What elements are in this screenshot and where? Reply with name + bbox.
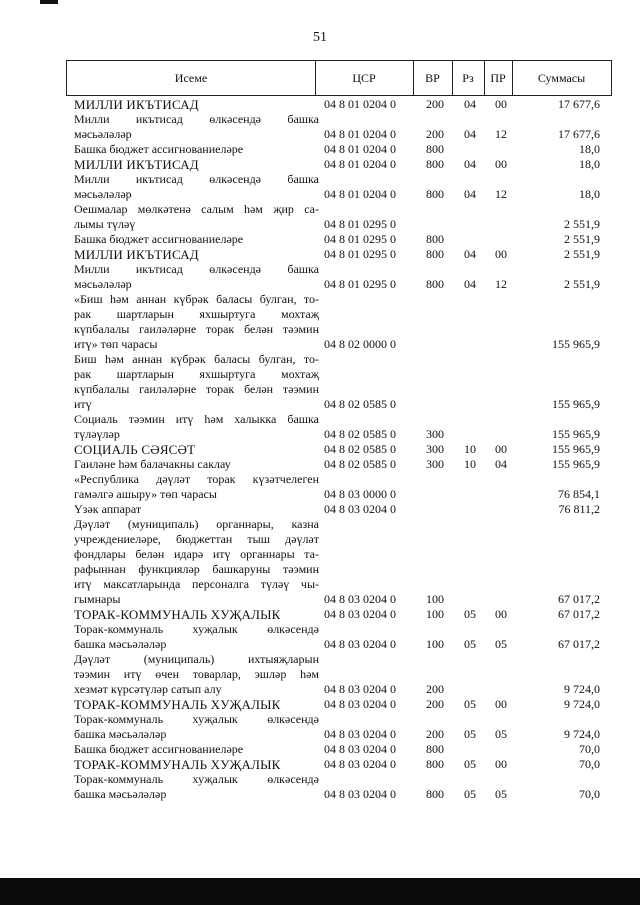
row-rz [457,742,483,757]
row-csr: 04 8 03 0000 0 [324,487,396,501]
row-name-line: рак шартларын яхшыртуга мохтаҗ [74,367,319,381]
row-vr: 300 [426,427,444,441]
row-rz [457,232,483,247]
row-name-line: Дәүләт (муниципаль) ихтыяҗларын [74,652,319,666]
table-row [0,697,640,712]
row-name [74,772,319,802]
row-rz [457,142,483,157]
row-rz: 10 [464,457,476,471]
row-name [74,697,319,712]
row-vr: 800 [426,742,444,756]
row-vr [420,502,450,517]
table-body [0,97,640,802]
row-pr [488,682,514,697]
row-vr: 800 [426,142,444,156]
row-csr: 04 8 03 0204 0 [324,787,396,801]
table-row [0,472,640,502]
row-name [74,292,319,352]
table-row [0,172,640,202]
row-vr [420,337,450,352]
row-name-line: СОЦИАЛЬ СӘЯСӘТ [74,442,196,457]
row-name-line: итү [74,397,92,411]
row-name-line: ТОРАК-КОММУНАЛЬ ХУҖАЛЫК [74,697,281,712]
row-vr: 100 [426,637,444,651]
row-name-line: гымнары [74,592,121,606]
row-rz [457,427,483,442]
row-vr: 200 [426,682,444,696]
row-pr: 00 [495,607,507,621]
row-name [74,262,319,292]
row-pr [488,232,514,247]
row-name-line: Биш һәм аннан күбрәк баласы булган, то- [74,352,319,366]
row-name-line: итү» төп чарасы [74,337,158,351]
row-name [74,172,319,202]
row-name-line: күпбалалы гаиләләрне торак белән тәэмин [74,382,319,396]
row-name [74,607,319,622]
row-pr: 00 [495,97,507,111]
row-name-line: МИЛЛИ ИКЪТИСАД [74,97,199,112]
table-row [0,157,640,172]
row-csr: 04 8 02 0585 0 [324,442,396,456]
row-sum: 70,0 [579,742,600,756]
row-rz: 05 [464,787,476,801]
row-pr [488,487,514,502]
row-csr: 04 8 02 0585 0 [324,457,396,471]
row-name-line: МИЛЛИ ИКЪТИСАД [74,247,199,262]
row-sum: 17 677,6 [558,127,600,141]
row-csr: 04 8 02 0585 0 [324,427,396,441]
row-rz: 04 [464,277,476,291]
row-name-line: күпбалалы гаиләләрне торак белән тәэмин [74,322,319,336]
row-name-line: хезмәт күрсәтүләр сатып алу [74,682,222,696]
row-rz: 05 [464,607,476,621]
table-row [0,202,640,232]
row-sum: 67 017,2 [558,637,600,651]
table-row [0,412,640,442]
row-vr: 800 [426,757,444,771]
row-csr: 04 8 01 0204 0 [324,142,396,156]
row-sum: 76 854,1 [558,487,600,501]
row-sum: 67 017,2 [558,592,600,606]
row-rz [457,397,483,412]
table-row [0,502,640,517]
table-row [0,457,640,472]
row-name-line: учреждениеләре, бюджеттан тыш дәүләт [74,532,319,546]
row-name-line: мәсьәләләр [74,127,132,141]
table-row [0,247,640,262]
row-name-line: башка мәсьәләләр [74,727,167,741]
row-sum: 2 551,9 [564,232,600,246]
row-rz: 04 [464,127,476,141]
row-pr: 12 [495,277,507,291]
row-rz: 04 [464,157,476,171]
table-row [0,232,640,247]
table-row [0,97,640,112]
header-pr: ПР [490,71,506,85]
row-name-line: Оешмалар мөлкәтенә салым һәм җир са- [74,202,319,216]
row-name-line: Милли икътисад өлкәсендә башка [74,172,319,186]
row-sum: 2 551,9 [564,217,600,231]
row-name-line: Милли икътисад өлкәсендә башка [74,112,319,126]
row-sum: 155 965,9 [552,397,600,411]
row-sum: 2 551,9 [564,277,600,291]
row-name [74,97,319,112]
row-name [74,472,319,502]
header-name: Исеме [174,71,208,85]
table-row [0,442,640,457]
row-vr: 200 [426,727,444,741]
row-rz [457,337,483,352]
row-name [74,412,319,442]
row-pr: 12 [495,187,507,201]
row-rz: 05 [464,697,476,711]
row-csr: 04 8 03 0204 0 [324,757,396,771]
row-csr: 04 8 01 0295 0 [324,277,396,291]
row-name-line: фондлары белән идарә итү органнары та- [74,547,319,561]
row-rz: 10 [464,442,476,456]
table-row [0,622,640,652]
row-pr: 12 [495,127,507,141]
row-csr: 04 8 01 0295 0 [324,232,396,246]
row-rz: 04 [464,247,476,261]
row-pr [488,742,514,757]
row-name-line: Башка бюджет ассигнованиеләре [74,742,244,756]
row-sum: 9 724,0 [564,697,600,711]
row-rz [457,592,483,607]
row-csr: 04 8 01 0204 0 [324,157,396,171]
table-row [0,757,640,772]
row-name-line: Торак-коммуналь хуҗалык өлкәсендә [74,772,319,786]
row-vr [420,487,450,502]
row-name-line: Башка бюджет ассигнованиеләре [74,232,244,246]
row-name [74,352,319,412]
table-header [66,60,612,96]
row-vr: 200 [426,127,444,141]
row-name [74,247,319,262]
row-sum: 9 724,0 [564,727,600,741]
table-row [0,292,640,352]
row-rz: 05 [464,757,476,771]
table-row [0,142,640,157]
row-csr: 04 8 03 0204 0 [324,502,396,516]
row-rz [457,502,483,517]
row-name-line: гамәлгә ашыру» төп чарасы [74,487,217,501]
row-name-line: «Биш һәм аннан күбрәк баласы булган, то- [74,292,319,306]
table-row [0,262,640,292]
row-rz [457,217,483,232]
table-row [0,652,640,697]
header-vr: ВР [425,71,440,85]
table-row [0,352,640,412]
row-rz [457,682,483,697]
row-vr: 800 [426,787,444,801]
row-pr: 00 [495,247,507,261]
row-pr: 05 [495,637,507,651]
row-sum: 18,0 [579,187,600,201]
row-name [74,232,319,247]
table-row [0,112,640,142]
row-name [74,622,319,652]
row-name [74,757,319,772]
row-name-line: Дәүләт (муниципаль) органнары, казна [74,517,319,531]
row-name-line: тәэмин итү өчен товарлар, эшләр һәм [74,667,319,681]
row-csr: 04 8 03 0204 0 [324,727,396,741]
row-csr: 04 8 01 0204 0 [324,187,396,201]
row-name-line: ТОРАК-КОММУНАЛЬ ХУҖАЛЫК [74,607,281,622]
row-sum: 17 677,6 [558,97,600,111]
row-csr: 04 8 02 0000 0 [324,337,396,351]
row-sum: 70,0 [579,757,600,771]
row-name-line: Социаль тәэмин итү һәм халыкка башка [74,412,319,426]
row-name [74,142,319,157]
row-csr: 04 8 03 0204 0 [324,592,396,606]
row-name [74,202,319,232]
table-row [0,742,640,757]
row-csr: 04 8 03 0204 0 [324,697,396,711]
row-name [74,442,319,457]
row-csr: 04 8 01 0204 0 [324,127,396,141]
row-rz: 04 [464,97,476,111]
row-pr [488,397,514,412]
row-name-line: Башка бюджет ассигнованиеләре [74,142,244,156]
row-pr: 05 [495,727,507,741]
row-vr: 800 [426,232,444,246]
header-rz: Рз [462,71,474,85]
row-pr [488,592,514,607]
row-name-line: ТОРАК-КОММУНАЛЬ ХУҖАЛЫК [74,757,281,772]
row-pr: 00 [495,697,507,711]
row-name-line: Торак-коммуналь хуҗалык өлкәсендә [74,712,319,726]
row-csr: 04 8 03 0204 0 [324,682,396,696]
row-sum: 155 965,9 [552,427,600,441]
row-vr: 200 [426,97,444,111]
row-sum: 76 811,2 [558,502,600,516]
table-row [0,772,640,802]
row-sum: 2 551,9 [564,247,600,261]
row-csr: 04 8 01 0295 0 [324,247,396,261]
row-csr: 04 8 01 0295 0 [324,217,396,231]
row-vr: 100 [426,607,444,621]
row-sum: 155 965,9 [552,337,600,351]
row-name-line: Гаиләне һәм балачакны саклау [74,457,231,471]
row-csr: 04 8 01 0204 0 [324,97,396,111]
row-pr: 00 [495,757,507,771]
row-name-line: рафыннан функцияләр башкаруны тәэмин [74,562,319,576]
row-name [74,157,319,172]
row-name [74,502,319,517]
row-name-line: итү максатларында персоналга түләү чы- [74,577,319,591]
row-sum: 18,0 [579,157,600,171]
row-name [74,457,319,472]
scan-corner-mark [40,0,58,4]
row-name-line: Үзәк аппарат [74,502,142,516]
row-name-line: түләүләр [74,427,120,441]
row-vr: 800 [426,277,444,291]
table-row [0,607,640,622]
row-pr: 05 [495,787,507,801]
row-name-line: Милли икътисад өлкәсендә башка [74,262,319,276]
row-rz: 05 [464,727,476,741]
row-name-line: мәсьәләләр [74,277,132,291]
row-csr: 04 8 02 0585 0 [324,397,396,411]
row-vr: 800 [426,187,444,201]
scan-bottom-edge [0,878,640,905]
page-number: 51 [313,30,327,45]
row-name-line: Торак-коммуналь хуҗалык өлкәсендә [74,622,319,636]
row-pr [488,337,514,352]
row-vr: 200 [426,697,444,711]
row-rz: 05 [464,637,476,651]
row-rz: 04 [464,187,476,201]
row-csr: 04 8 03 0204 0 [324,637,396,651]
row-name [74,112,319,142]
row-name [74,742,319,757]
row-pr: 00 [495,442,507,456]
row-vr [420,217,450,232]
header-csr: ЦСР [352,71,376,85]
table-row [0,517,640,607]
row-sum: 70,0 [579,787,600,801]
row-name-line: «Республика дәүләт торак күзәтчелеген [74,472,319,486]
row-name-line: башка мәсьәләләр [74,787,167,801]
row-name [74,652,319,697]
row-pr [488,217,514,232]
row-pr [488,427,514,442]
row-sum: 9 724,0 [564,682,600,696]
table-row [0,712,640,742]
row-vr: 300 [426,442,444,456]
row-name [74,712,319,742]
row-vr: 800 [426,247,444,261]
row-csr: 04 8 03 0204 0 [324,607,396,621]
row-sum: 155 965,9 [552,442,600,456]
row-name-line: мәсьәләләр [74,187,132,201]
row-sum: 18,0 [579,142,600,156]
row-rz [457,487,483,502]
row-name-line: МИЛЛИ ИКЪТИСАД [74,157,199,172]
row-vr: 300 [426,457,444,471]
row-pr: 04 [495,457,507,471]
row-name-line: лымы түләү [74,217,136,231]
row-pr: 00 [495,157,507,171]
row-sum: 155 965,9 [552,457,600,471]
row-name-line: башка мәсьәләләр [74,637,167,651]
row-name [74,517,319,607]
row-vr [420,397,450,412]
row-csr: 04 8 03 0204 0 [324,742,396,756]
row-name-line: рак шартларын яхшыртуга мохтаҗ [74,307,319,321]
row-vr: 800 [426,157,444,171]
row-vr: 100 [426,592,444,606]
row-sum: 67 017,2 [558,607,600,621]
row-pr [488,142,514,157]
row-pr [488,502,514,517]
header-sum: Суммасы [537,71,586,85]
